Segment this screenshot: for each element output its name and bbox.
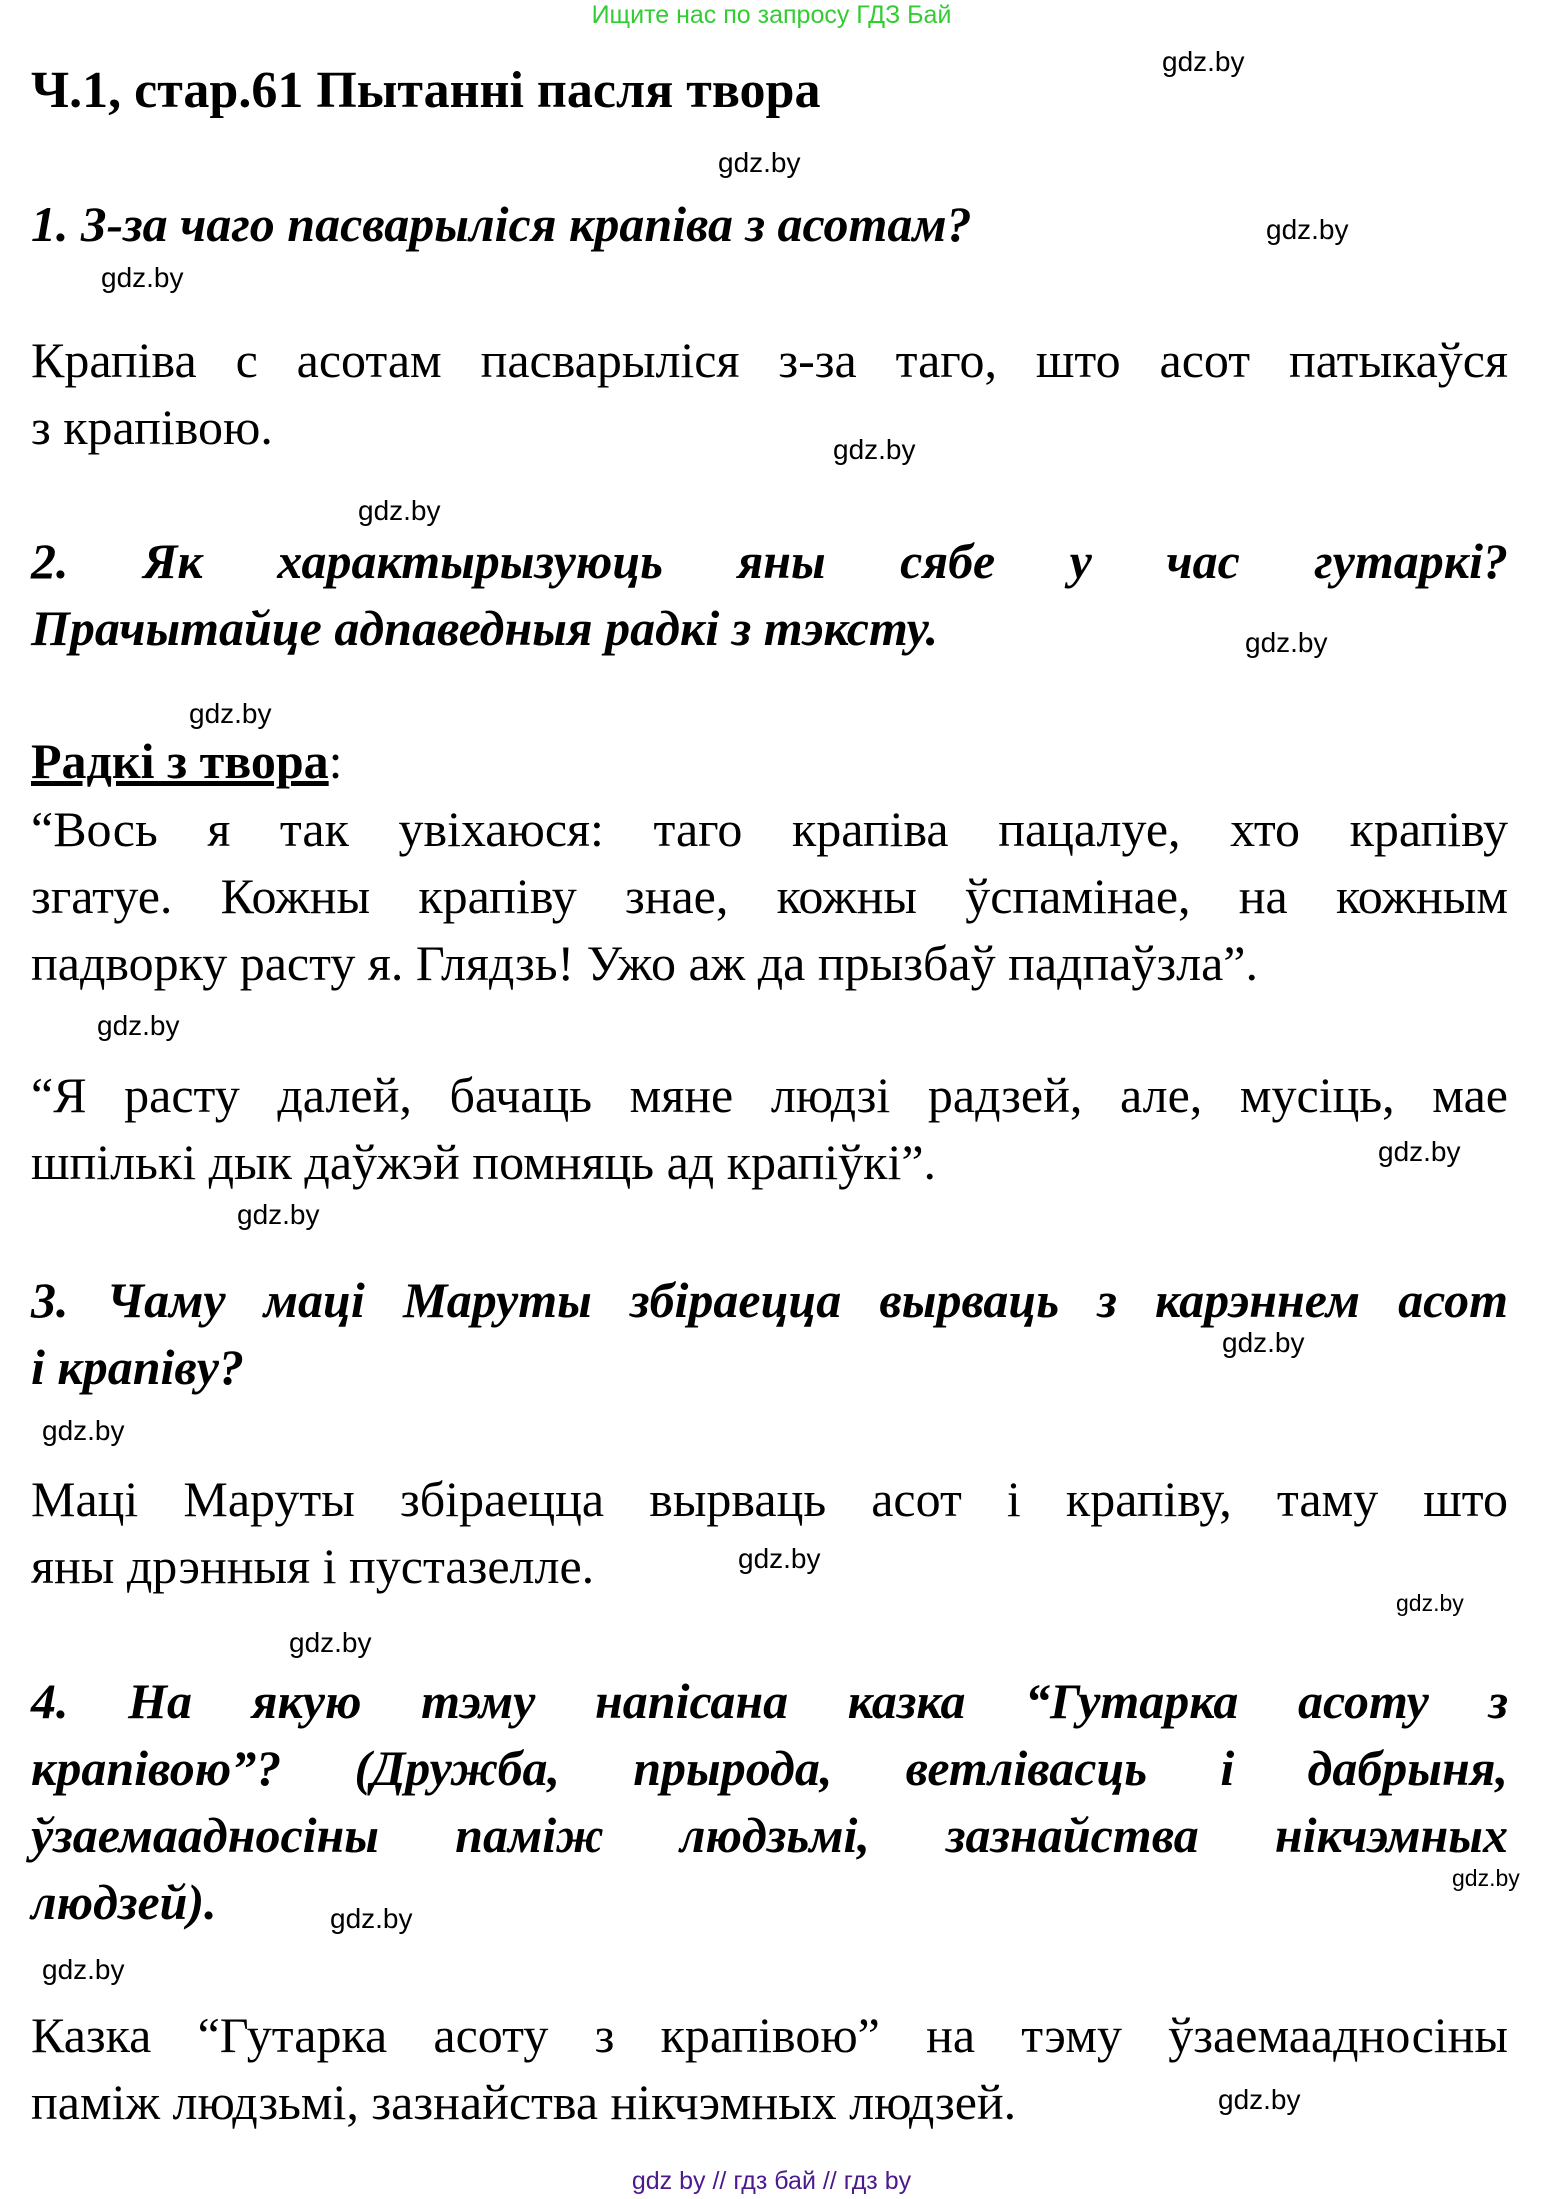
watermark: gdz.by <box>42 1954 125 1985</box>
watermark: gdz.by <box>1162 46 1245 77</box>
question-line: 1. З-за чаго пасварыліся крапіва з асотам? <box>31 196 972 252</box>
watermark: gdz.by <box>833 434 916 465</box>
question-line: 4. На якую тэму напісана казка “Гутарка асоту з <box>31 1673 1508 1729</box>
radki-heading-text: Радкі з твора <box>31 733 329 789</box>
answer-1 <box>31 327 1508 461</box>
question-line: ўзаемаадносіны паміж людзьмі, зазнайства нікчэмных <box>31 1807 1508 1863</box>
watermark: gdz.by <box>1396 1590 1464 1616</box>
watermark: gdz.by <box>237 1199 320 1230</box>
answer-line: яны дрэнныя і пустазелле. <box>31 1538 595 1594</box>
watermark: gdz.by <box>42 1415 125 1446</box>
watermark: gdz.by <box>1245 627 1328 658</box>
watermark: gdz.by <box>189 698 272 729</box>
page-title: Ч.1, стар.61 Пытанні пасля твора <box>31 62 821 119</box>
answer-line: Казка “Гутарка асоту з крапівою” на тэму ўзаемаадносіны <box>31 2007 1508 2063</box>
watermark: gdz.by <box>718 147 801 178</box>
watermark: gdz.by <box>97 1010 180 1041</box>
quote-1 <box>31 796 1508 997</box>
answer-line: Крапіва с асотам пасварыліся з-за таго, што асот патыкаўся <box>31 332 1508 388</box>
footer-links[interactable]: gdz by // гдз бай // гдз by <box>631 2167 912 2195</box>
question-line: і крапіву? <box>31 1339 244 1395</box>
quote-2 <box>31 1062 1508 1196</box>
watermark: gdz.by <box>738 1543 821 1574</box>
question-line: Прачытайце адпаведныя радкі з тэксту. <box>31 600 939 656</box>
answer-4 <box>31 2002 1508 2136</box>
watermark: gdz.by <box>101 262 184 293</box>
radki-colon: : <box>328 733 343 789</box>
watermark: gdz.by <box>1222 1327 1305 1358</box>
quote-line: “Вось я так увіхаюся: таго крапіва пацалуе, хто крапіву <box>31 801 1508 857</box>
answer-line: з крапівою. <box>31 399 273 455</box>
watermark: gdz.by <box>330 1903 413 1934</box>
watermark: gdz.by <box>1378 1136 1461 1167</box>
question-line: крапівою”? (Дружба, прырода, ветлівасць і дабрыня, <box>31 1740 1508 1796</box>
watermark: gdz.by <box>1266 214 1349 245</box>
quote-line: згатуе. Кожны крапіву знае, кожны ўспамінае, на кожным <box>31 868 1508 924</box>
question-line: людзей). <box>31 1874 217 1930</box>
answer-3 <box>31 1466 1508 1600</box>
watermark: gdz.by <box>289 1627 372 1658</box>
answer-line: Маці Маруты збіраецца вырваць асот і крапіву, таму што <box>31 1471 1508 1527</box>
question-4 <box>31 1668 1508 1936</box>
quote-line: “Я расту далей, бачаць мяне людзі радзей, але, мусіць, мае <box>31 1067 1508 1123</box>
watermark: gdz.by <box>1218 2084 1301 2115</box>
answer-line: паміж людзьмі, зазнайства нікчэмных людзей. <box>31 2074 1017 2130</box>
watermark: gdz.by <box>1452 1865 1520 1891</box>
radki-heading <box>31 728 1508 795</box>
search-hint: Ищите нас по запросу ГДЗ Бай <box>591 1 952 29</box>
watermark: gdz.by <box>358 495 441 526</box>
quote-line: падворку расту я. Глядзь! Ужо аж да прызбаў падпаўзла”. <box>31 935 1259 991</box>
question-line: 2. Як характырызуюць яны сябе у час гутаркі? <box>31 533 1508 589</box>
question-line: 3. Чаму маці Маруты збіраецца вырваць з карэннем асот <box>31 1272 1508 1328</box>
quote-line: шпількі дык даўжэй помняць ад крапіўкі”. <box>31 1134 937 1190</box>
